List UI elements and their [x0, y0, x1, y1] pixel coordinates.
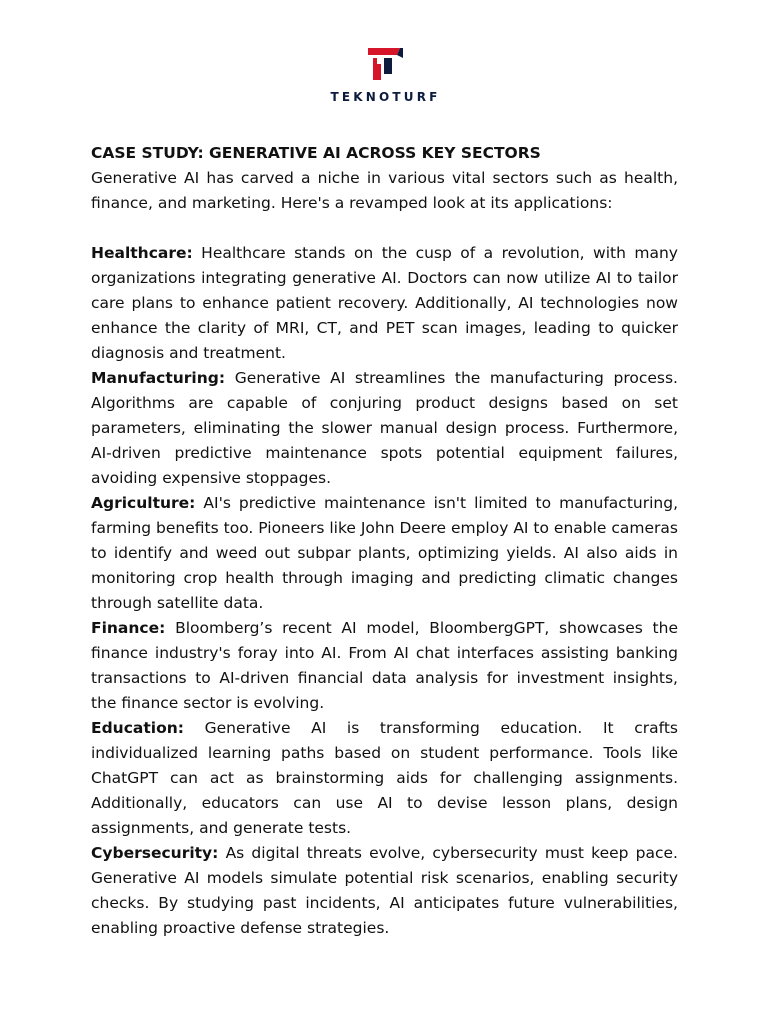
teknoturf-logo-icon: [364, 44, 404, 84]
section-text: Generative AI is transforming education. It crafts individualized learning paths based on student performance. Tools like ChatGPT can act as brainstorming aids for challenging assignments. Additionally, educators can use AI to devise lesson plans, design assignments, and generate tests.: [91, 719, 678, 837]
company-logo: [0, 44, 768, 104]
document-body: [91, 141, 678, 941]
section-heading: Finance:: [91, 619, 166, 637]
section-education: [91, 716, 678, 841]
intro-paragraph: Generative AI has carved a niche in various vital sectors such as health, finance, and marketing. Here's a revamped look at its applications:: [91, 169, 678, 212]
section-heading: Cybersecurity:: [91, 844, 219, 862]
section-text: Healthcare stands on the cusp of a revolution, with many organizations integrating generative AI. Doctors can now utilize AI to tailor care plans to enhance patient recovery. Additionally, AI technologies now enhance the clarity of MRI, CT, and PET scan images, leading to quicker diagnosis and treatment.: [91, 244, 678, 362]
section-manufacturing: [91, 366, 678, 491]
section-text: AI's predictive maintenance isn't limited to manufacturing, farming benefits too. Pioneers like John Deere employ AI to enable cameras to identify and weed out subpar plants, optimizing yields. AI also aids in monitoring crop health through imaging and predicting climatic changes through satellite data.: [91, 494, 678, 612]
section-heading: Healthcare:: [91, 244, 193, 262]
section-text: Bloomberg’s recent AI model, BloombergGPT, showcases the finance industry's foray into AI. From AI chat interfaces assisting banking transactions to AI-driven financial data analysis for investment insights, the finance sector is evolving.: [91, 619, 678, 712]
section-heading: Education:: [91, 719, 184, 737]
section-cybersecurity: [91, 841, 678, 941]
section-text: Generative AI streamlines the manufacturing process. Algorithms are capable of conjuring product designs based on set parameters, eliminating the slower manual design process. Furthermore, AI-driven predictive maintenance spots potential equipment failures, avoiding expensive stoppages.: [91, 369, 678, 487]
brand-name: TEKNOTURF: [330, 90, 441, 104]
document-title: CASE STUDY: GENERATIVE AI ACROSS KEY SECTORS: [91, 144, 541, 162]
section-finance: [91, 616, 678, 716]
section-text: As digital threats evolve, cybersecurity must keep pace. Generative AI models simulate potential risk scenarios, enabling security checks. By studying past incidents, AI anticipates future vulnerabilities, enabling proactive defense strategies.: [91, 844, 678, 937]
section-heading: Agriculture:: [91, 494, 196, 512]
section-agriculture: [91, 491, 678, 616]
section-heading: Manufacturing:: [91, 369, 226, 387]
section-healthcare: [91, 241, 678, 366]
